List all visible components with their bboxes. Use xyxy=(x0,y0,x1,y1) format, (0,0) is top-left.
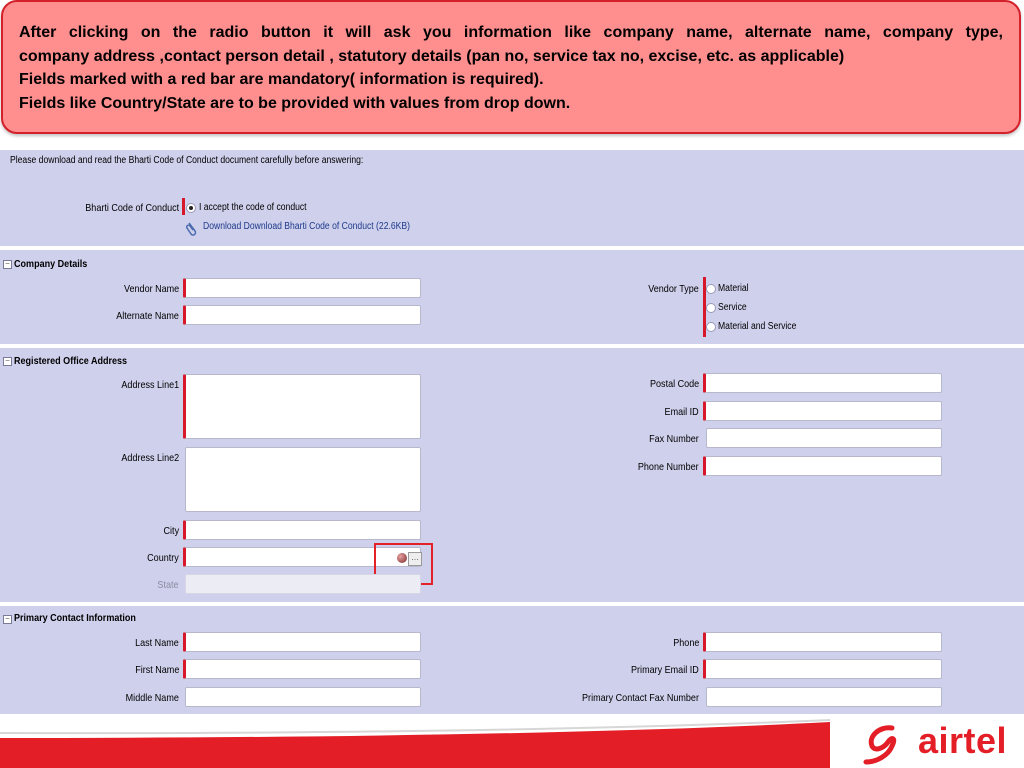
email-label: Email ID xyxy=(664,406,699,418)
last-name-label: Last Name xyxy=(135,637,179,649)
postal-code-input[interactable] xyxy=(703,373,942,393)
airtel-logo-text: airtel xyxy=(918,720,1008,761)
company-details-section xyxy=(0,250,1024,344)
contact-phone-label: Phone xyxy=(672,637,699,649)
collapse-icon[interactable]: − xyxy=(3,615,12,624)
postal-code-label: Postal Code xyxy=(649,378,699,390)
country-lookup-button[interactable] xyxy=(397,553,407,563)
state-label: State xyxy=(157,579,179,591)
address2-label: Address Line2 xyxy=(121,452,179,464)
callout-line-2: company address ,contact person detail , statutory details (pan no, service tax no, excise, etc. as applicable) xyxy=(19,47,845,65)
collapse-icon[interactable]: − xyxy=(3,357,12,366)
fax-input[interactable] xyxy=(706,428,942,448)
vendor-name-label: Vendor Name xyxy=(123,283,179,295)
country-list-icon[interactable]: … xyxy=(408,552,422,566)
primary-contact-title: Primary Contact Information xyxy=(14,612,136,624)
city-input[interactable] xyxy=(183,520,421,540)
city-label: City xyxy=(163,525,179,537)
country-label: Country xyxy=(147,552,179,564)
contact-fax-input[interactable] xyxy=(706,687,942,707)
address2-textarea[interactable] xyxy=(185,447,421,512)
address1-label: Address Line1 xyxy=(121,379,179,391)
first-name-input[interactable] xyxy=(183,659,421,679)
conduct-label: Bharti Code of Conduct xyxy=(85,202,179,214)
accept-conduct-radio[interactable] xyxy=(186,203,196,213)
vendor-type-service-radio[interactable] xyxy=(706,303,716,313)
phone-number-label: Phone Number xyxy=(638,461,699,473)
required-bar xyxy=(182,198,185,215)
vendor-type-service-label: Service xyxy=(718,302,747,313)
phone-number-input[interactable] xyxy=(703,456,942,476)
contact-phone-input[interactable] xyxy=(703,632,942,652)
address1-textarea[interactable] xyxy=(183,374,421,439)
registered-office-title: Registered Office Address xyxy=(14,355,128,367)
state-input[interactable] xyxy=(185,574,421,594)
vendor-type-label: Vendor Type xyxy=(648,283,699,295)
collapse-icon[interactable]: − xyxy=(3,260,12,269)
vendor-name-input[interactable] xyxy=(183,278,421,298)
conduct-instruction: Please download and read the Bharti Code of Conduct document carefully before answering: xyxy=(10,155,364,166)
callout-line-4: Fields like Country/State are to be provided with values from drop down. xyxy=(19,94,571,112)
company-details-title: Company Details xyxy=(14,258,88,270)
download-conduct-link[interactable]: Download Download Bharti Code of Conduct (22.6KB) xyxy=(203,221,411,232)
vendor-type-both-radio[interactable] xyxy=(706,322,716,332)
accept-conduct-label: I accept the code of conduct xyxy=(199,202,307,213)
first-name-label: First Name xyxy=(134,664,179,676)
vendor-type-material-label: Material xyxy=(718,283,749,294)
vendor-registration-form xyxy=(0,150,1024,716)
vendor-type-both-label: Material and Service xyxy=(718,321,797,332)
callout-line-1: After clicking on the radio button it will ask you information like company name, alternate name, company type, xyxy=(19,24,1003,41)
middle-name-input[interactable] xyxy=(185,687,421,707)
contact-email-input[interactable] xyxy=(703,659,942,679)
contact-email-label: Primary Email ID xyxy=(631,664,699,676)
instruction-callout xyxy=(1,0,1021,134)
last-name-input[interactable] xyxy=(183,632,421,652)
airtel-logo-icon xyxy=(862,722,916,766)
paperclip-icon xyxy=(185,220,199,236)
alternate-name-input[interactable] xyxy=(183,305,421,325)
callout-line-3: Fields marked with a red bar are mandatory( information is required). xyxy=(19,71,544,88)
contact-fax-label: Primary Contact Fax Number xyxy=(582,692,699,704)
fax-label: Fax Number xyxy=(649,433,699,445)
email-input[interactable] xyxy=(703,401,942,421)
vendor-type-material-radio[interactable] xyxy=(706,284,716,294)
alternate-name-label: Alternate Name xyxy=(116,310,179,322)
middle-name-label: Middle Name xyxy=(125,692,179,704)
